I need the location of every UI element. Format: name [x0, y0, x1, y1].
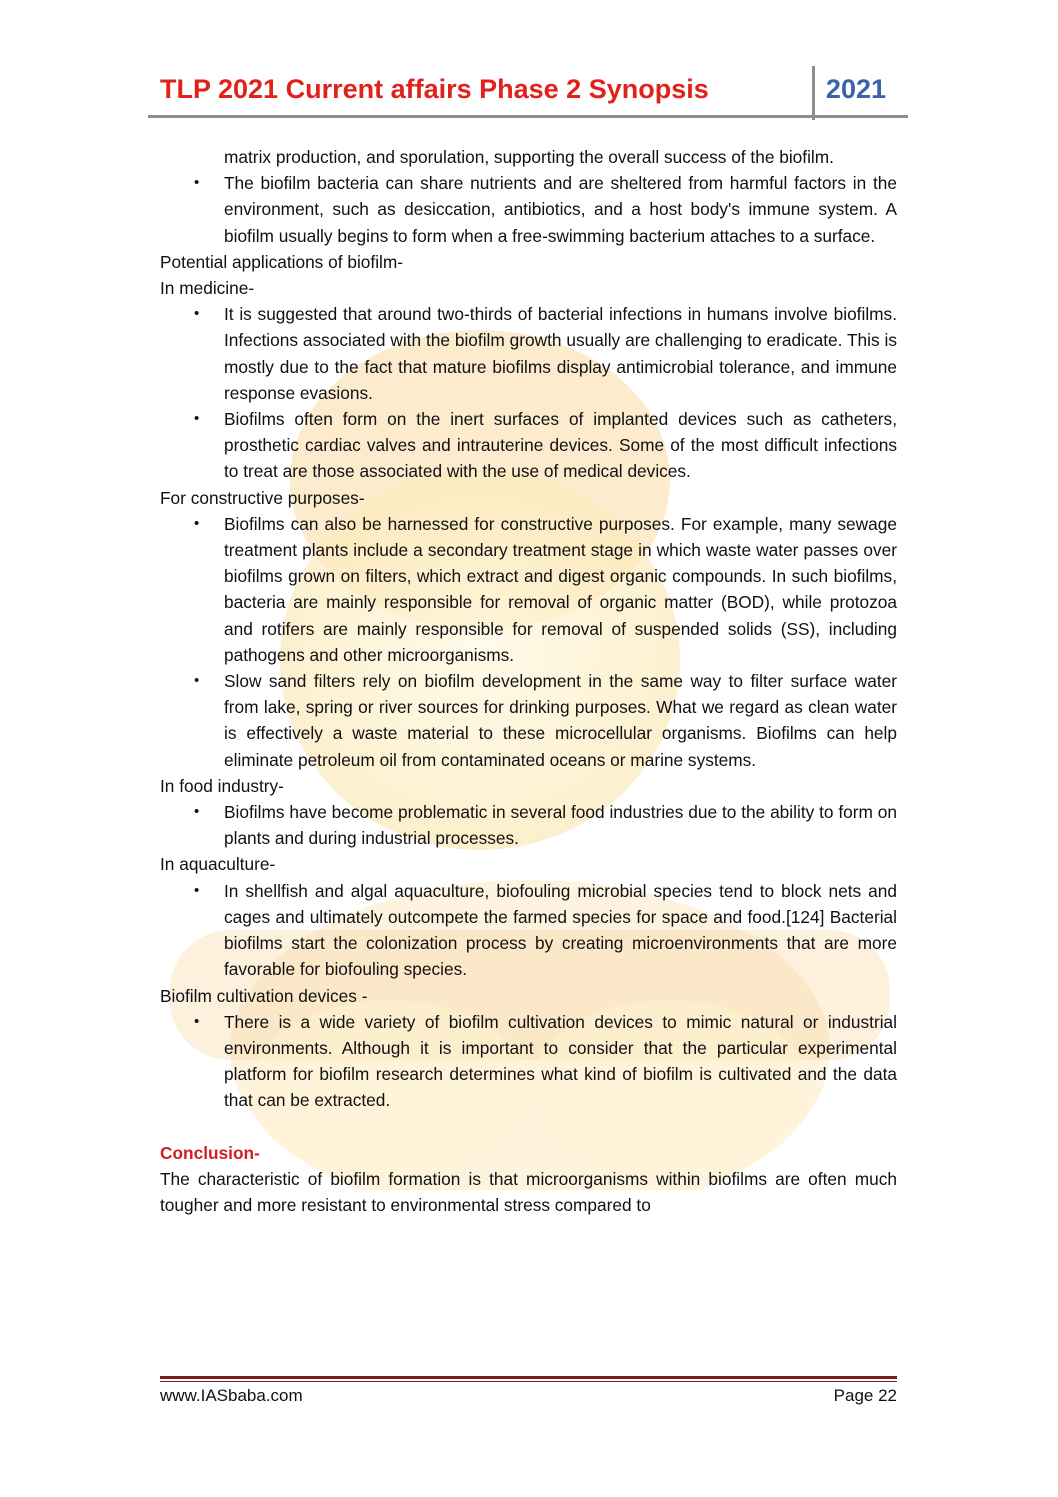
list-item-text: It is suggested that around two-thirds of bacterial infections in humans involve biofilms. Infections associated with the biofilm growth usually are challenging to eradicate. This is mostly due to the fact that mature biofilms display antimicrobial tolerance, and immune response evasions.: [224, 304, 897, 403]
page-header: [148, 66, 908, 118]
list-item-text: Slow sand filters rely on biofilm development in the same way to filter surface water from lake, spring or river sources for drinking purposes. What we regard as clean water is effectively a waste material to these microcellular organisms. Biofilms can help eliminate petroleum oil from contaminated oceans or marine systems.: [224, 671, 897, 770]
conclusion-text: The characteristic of biofilm formation is that microorganisms within biofilms are often much tougher and more resistant to environmental stress compared to: [160, 1168, 897, 1215]
footer-website: www.IASbaba.com: [160, 1386, 303, 1405]
header-title: TLP 2021 Current affairs Phase 2 Synopsis: [160, 74, 709, 104]
continued-paragraph: matrix production, and sporulation, supporting the overall success of the biofilm.: [224, 147, 834, 167]
header-rule: [148, 115, 908, 118]
bullet-icon: •: [194, 305, 200, 323]
bullet-icon: •: [194, 803, 200, 821]
footer-rule: [160, 1376, 897, 1379]
list-item-text: Biofilms have become problematic in several food industries due to the ability to form on plants and during industrial processes.: [224, 802, 897, 849]
list-item: [194, 406, 897, 485]
bullet-icon: •: [194, 672, 200, 690]
bullet-icon: •: [194, 881, 200, 899]
subsection-heading-food: In food industry-: [160, 775, 284, 796]
list-item: [194, 170, 897, 249]
list-item: [194, 878, 897, 983]
header-divider: [812, 66, 815, 120]
section-heading: Potential applications of biofilm-: [160, 251, 404, 272]
list-item: [194, 1009, 897, 1114]
bullet-icon: •: [194, 174, 200, 192]
subsection-heading-medicine: In medicine-: [160, 278, 255, 299]
list-item: [194, 668, 897, 773]
list-item-text: There is a wide variety of biofilm cultivation devices to mimic natural or industrial environments. Although it is important to consider that the particular experimental platform for biofilm research determines what kind of biofilm is cultivated and the data that can be extracted.: [224, 1011, 897, 1111]
list-item: [194, 511, 897, 668]
list-item-text: Biofilms can also be harnessed for constructive purposes. For example, many sewage treatment plants include a secondary treatment stage in which waste water passes over biofilms grown on filters, which extract and digest organic compounds. In such biofilms, bacteria are mainly responsible for removal of organic matter (BOD), while protozoa and rotifers are mainly responsible for removal of suspended solids (SS), including pathogens and other microorganisms.: [224, 513, 897, 665]
list-item-text: The biofilm bacteria can share nutrients and are sheltered from harmful factors in the environment, such as desiccation, antibiotics, and a host body's immune system. A biofilm usually begins to form when a free-swimming bacterium attaches to a surface.: [224, 173, 897, 246]
bullet-icon: •: [194, 514, 200, 532]
subsection-heading-devices: Biofilm cultivation devices -: [160, 985, 368, 1006]
footer-rule-thin: [160, 1381, 897, 1382]
conclusion-heading: Conclusion-: [160, 1142, 260, 1163]
list-item: [194, 301, 897, 406]
subsection-heading-aquaculture: In aquaculture-: [160, 854, 276, 875]
page-number: Page 22: [833, 1386, 897, 1405]
header-year: 2021: [825, 74, 886, 104]
bullet-icon: •: [194, 1012, 200, 1030]
list-item-text: In shellfish and algal aquaculture, biofouling microbial species tend to block nets and cages and ultimately outcompete the farmed species for space and food.[124] Bacterial biofilms start the colonization process by creating microenvironments that are more favorable for biofouling species.: [224, 880, 897, 980]
subsection-heading-constructive: For constructive purposes-: [160, 487, 365, 508]
page-content: [160, 144, 897, 1218]
list-item-text: Biofilms often form on the inert surfaces of implanted devices such as catheters, prosthetic cardiac valves and intrauterine devices. Some of the most difficult infections to treat are those associated with the use of medical devices.: [224, 409, 897, 482]
list-item: [194, 799, 897, 851]
bullet-icon: •: [194, 410, 200, 428]
